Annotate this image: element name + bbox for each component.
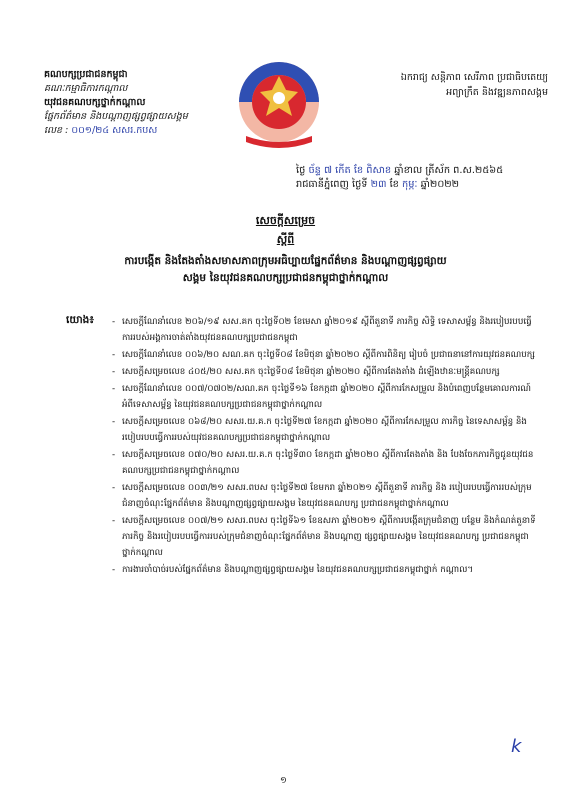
list-item: - សេចក្តីណែនាំលេខ ២០៦/១៩ សស.គក ចុះថ្ងៃទី០២ ខែមេសា ឆ្នាំ២០១៩ ស្តីពីតួនាទី ភារកិច្ច សិទ្ធិ ទេសាសម្ព័ន្ធ និងរបៀបរបបធ្វើការរបស់អង្គការចាត់តាំងយុវជនគណបក្សប្រជាជនកម្ពុជា xyxy=(112,314,537,346)
title-subject-line-2: សង្គម នៃយុវជនគណបក្សប្រជាជនកម្ពុជាថ្នាក់កណ្តាល xyxy=(182,272,389,284)
list-item: - សេចក្តីណែនាំលេខ ០០៦/២០ សណ.គក ចុះថ្ងៃទី០៨ ខែមិថុនា ឆ្នាំ២០២០ ស្តីពីការពិនិត្យ រៀបចំ ប្រជាធនានៅការយុវជនគណបក្ស xyxy=(112,347,537,363)
lunar-suffix: ឆ្នាំខាល ត្រីស័ក ព.ស.២៥៦៥ xyxy=(394,165,504,176)
committee-name: គណៈកម្មាធិការកណ្តាល xyxy=(44,83,128,94)
initials-mark: k xyxy=(511,736,522,757)
list-item: - សេចក្តីសម្រេចលេខ ៤០៥/២០ សស.គក ចុះថ្ងៃទី០៨ ខែមិថុនា ឆ្នាំ២០២០ ស្តីពីការតែងតាំង ដំឡើងឋានៈមន្ត្រីគណបក្ស xyxy=(112,364,537,380)
motto-line-1: ឯករាជ្យ សន្តិភាព សេរីភាព ប្រជាធិបតេយ្យ xyxy=(400,72,548,83)
page-number: ១ xyxy=(280,776,287,786)
lunar-prefix: ថ្ងៃ xyxy=(296,165,306,176)
party-logo xyxy=(236,56,322,154)
department-name: ផ្នែកព័ត៌មាន និងបណ្តាញផ្សព្វផ្សាយសង្គម xyxy=(44,111,188,122)
date-block xyxy=(296,164,536,192)
basis-label: យោង៖ xyxy=(66,314,94,326)
motto-line-2: អព្យាក្រឹត និងវឌ្ឍនភាពសង្គម xyxy=(446,87,548,98)
org-name: គណបក្សប្រជាជនកម្ពុជា xyxy=(44,69,128,80)
lunar-date xyxy=(296,164,536,178)
unit-name: យុវជនគណបក្សថ្នាក់កណ្តាល xyxy=(44,97,146,108)
month-label: ខែ xyxy=(389,179,399,190)
header-left xyxy=(44,68,254,138)
title-subject-line-1: ការបង្កើត និងតែងតាំងសមាសភាពក្រុមអធិប្បាយផ្នែកព័ត៌មាន និងបណ្តាញផ្សព្វផ្សាយ xyxy=(124,255,447,267)
solar-month: កុម្ភៈ xyxy=(402,179,418,190)
solar-day: ២៣ xyxy=(370,179,387,190)
lunar-handwritten: ច័ន្ទ ៧ កើត ខែ ពិសាខ xyxy=(308,165,392,176)
list-item: - សេចក្តីសម្រេចលេខ ០៦៨/២០ សសរ.យ.គ.ក ចុះថ្ងៃទី២៧ ខែកក្កដា ឆ្នាំ២០២០ ស្តីពីការកែសម្រួល ភារកិច្ច នៃទេសាសម្ព័ន្ធ និងរបៀបរបបធ្វើការរបស់យុវជនគណបក្សប្រជាជនកម្ពុជាថ្នាក់កណ្តាល xyxy=(112,414,537,446)
reference-list xyxy=(112,314,537,579)
solar-prefix: រាជធានីភ្នំពេញ ថ្ងៃទី xyxy=(296,179,368,190)
document-title xyxy=(30,211,541,287)
list-item: - សេចក្តីសម្រេចលេខ ០៧០/២០ សសរ.យ.គ.ក ចុះថ្ងៃទី៣០ ខែកក្កដា ឆ្នាំ២០២០ ស្តីពីការតែងតាំង និង បែងចែកភារកិច្ចជូនយុវជនគណបក្សប្រជាជនកម្ពុជាថ្នាក់កណ្តាល xyxy=(112,447,537,479)
list-item: - សេចក្តីណែនាំលេខ ០០៧/០៧០២/សណ.គក ចុះថ្ងៃទី១៦ ខែកក្កដា ឆ្នាំ២០២០ ស្តីពីការកែសម្រួល និងបំពេញបន្ថែមគោលការណ៍អំពីទេសាសម្ព័ន្ធ នៃយុវជនគណបក្សប្រជាជនកម្ពុជាថ្នាក់កណ្តាល xyxy=(112,381,537,413)
title-regarding: ស្តីពី xyxy=(276,233,295,246)
solar-date xyxy=(296,178,536,192)
header-right xyxy=(338,70,548,100)
reference-value: ០០១/២៤ សសរ.កបស xyxy=(71,125,158,136)
reference-number xyxy=(44,124,254,138)
list-item: - ការងារចាំបាច់របស់ផ្នែកព័ត៌មាន និងបណ្តាញផ្សព្វផ្សាយសង្គម នៃយុវជនគណបក្សប្រជាជនកម្ពុជាថ្នាក់ កណ្តាល។ xyxy=(112,562,537,578)
list-item: - សេចក្តីសម្រេចលេខ ០០៣/២១ សសរ.ពបស ចុះថ្ងៃទី២៧ ខែមករា ឆ្នាំ២០២១ ស្តីពីតួនាទី ភារកិច្ច និង របៀបរបបធ្វើការរបស់ក្រុមជំនាញចំណុះផ្នែកព័ត៌មាន និងបណ្តាញផ្សព្វផ្សាយសង្គម នៃយុវជនគណបក្ស ប្រជាជនកម្ពុជាថ្នាក់កណ្តាល xyxy=(112,480,537,512)
solar-year: ឆ្នាំ២០២២ xyxy=(420,179,460,190)
list-item: - សេចក្តីសម្រេចលេខ ០០៧/២១ សសរ.ពបស ចុះថ្ងៃទី៦១ ខែឧសភា ឆ្នាំ២០២១ ស្តីពីការបង្កើតក្រុមជំនាញ បន្ថែម និងកំណត់តួនាទី ភារកិច្ច និងរបៀបរបបធ្វើការរបស់ក្រុមជំនាញចំណុះផ្នែកព័ត៌មាន និងបណ្តាញ ផ្សព្វផ្សាយសង្គម នៃយុវជនគណបក្ស ប្រជាជនកម្ពុជាថ្នាក់កណ្តាល xyxy=(112,513,537,561)
reference-label: លេខ : xyxy=(44,125,69,136)
title-decision: សេចក្តីសម្រេច xyxy=(255,214,316,227)
